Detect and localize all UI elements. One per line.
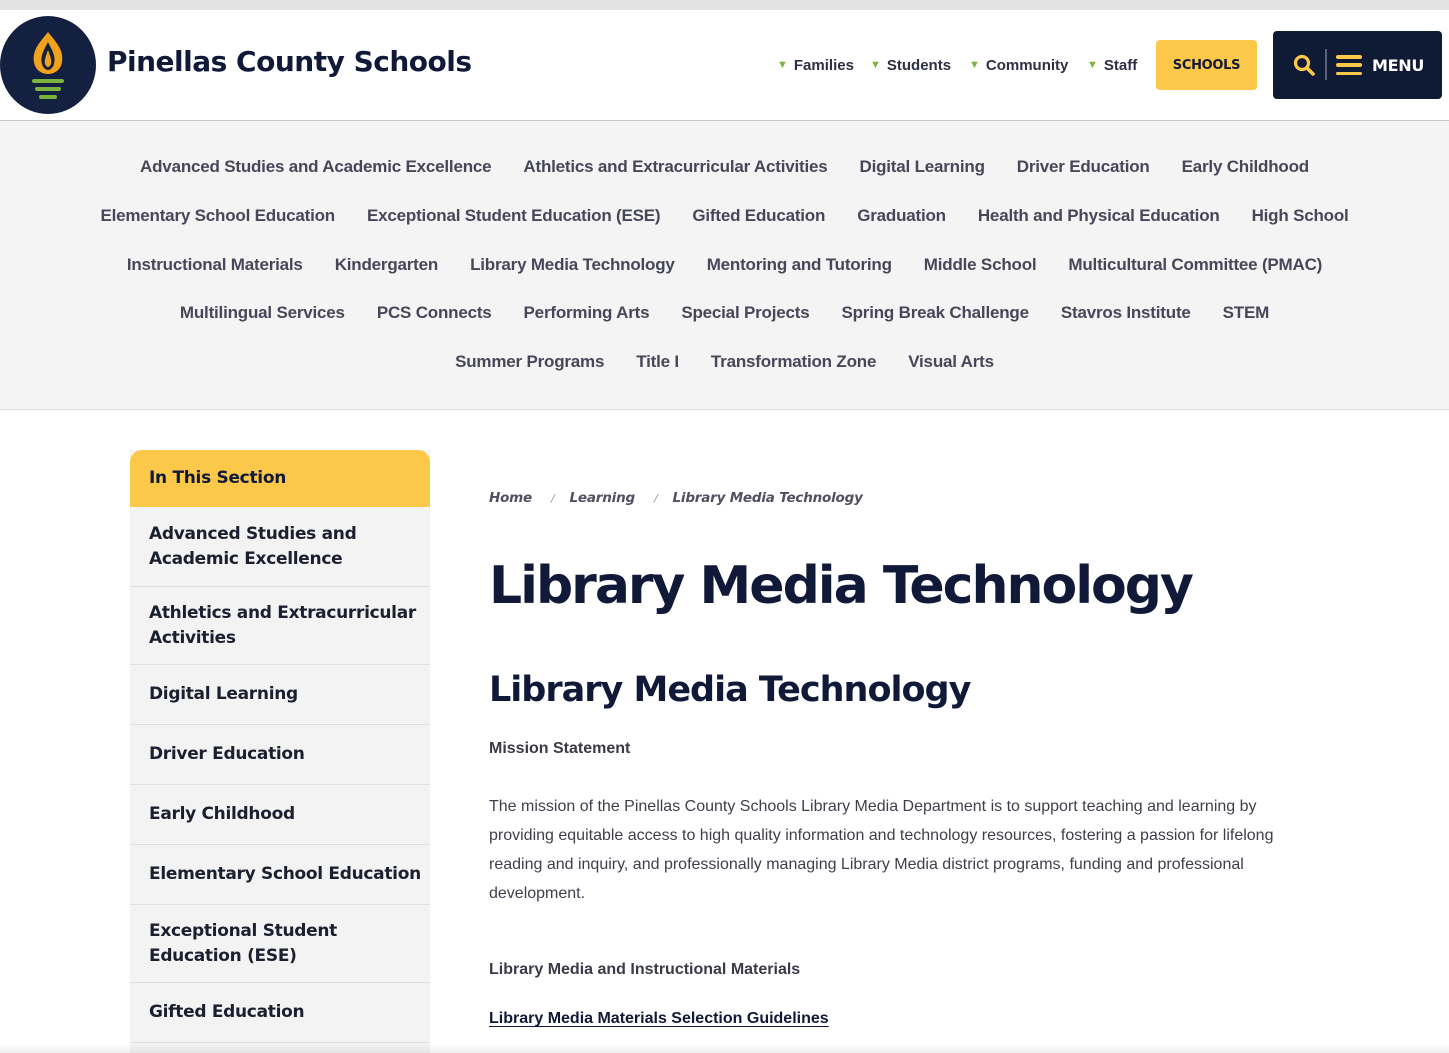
materials-label: Library Media and Instructional Materials [489,961,801,978]
sidebar-heading: In This Section [130,450,430,507]
subnav-link[interactable]: Library Media Technology [470,255,675,274]
subnav-link[interactable]: High School [1251,206,1349,225]
breadcrumb-learning[interactable]: Learning [569,490,635,506]
nav-students-label: Students [886,56,952,74]
menu-button[interactable] [1336,51,1424,79]
learning-subnav [0,121,1449,410]
search-icon[interactable] [1292,53,1316,77]
nav-community-label: Community [985,56,1069,74]
page-title: Library Media Technology [489,556,1192,616]
subnav-link[interactable]: Gifted Education [692,206,826,225]
subnav-link[interactable]: Multicultural Committee (PMAC) [1068,255,1323,274]
sidebar-item[interactable]: Advanced Studies and Academic Excellence [130,507,430,587]
breadcrumb-separator: / [653,491,658,505]
site-header [0,10,1449,121]
subnav-link[interactable]: STEM [1222,303,1270,322]
bottom-shade [0,1043,1449,1053]
subnav-row [0,255,1449,275]
subnav-link[interactable]: Spring Break Challenge [841,303,1029,322]
subnav-link[interactable]: Transformation Zone [710,352,877,371]
district-logo[interactable] [0,16,96,114]
menu-bar [1273,31,1442,99]
subnav-link[interactable]: Special Projects [681,303,810,322]
subnav-link[interactable]: Multilingual Services [179,303,345,322]
section-title: Library Media Technology [489,670,971,710]
mission-text: The mission of the Pinellas County Schools Library Media Department is to support teaching and learning by providing equitable access to high quality information and technology resources, fostering a passion for lifelong reading and inquiry, and professionally managing Library Media district programs, funding and professional development. [489,798,1274,902]
subnav-link[interactable]: Summer Programs [455,352,605,371]
selection-guidelines-link[interactable]: Library Media Materials Selection Guidelines [489,1010,829,1027]
subnav-link[interactable]: Digital Learning [859,157,985,176]
subnav-link[interactable]: Early Childhood [1181,157,1309,176]
sidebar-item[interactable]: Digital Learning [130,665,430,725]
menu-label: MENU [1372,55,1425,75]
hamburger-icon [1336,55,1362,75]
nav-families[interactable] [777,54,854,76]
sidebar-item[interactable]: Driver Education [130,725,430,785]
nav-families-label: Families [793,56,854,74]
subnav-link[interactable]: Performing Arts [523,303,650,322]
subnav-link[interactable]: Driver Education [1016,157,1150,176]
breadcrumb-separator: / [551,491,555,505]
torch-logo-icon [22,30,74,102]
breadcrumb [489,490,863,506]
breadcrumb-home[interactable]: Home [489,490,532,506]
top-strip [0,0,1449,10]
subnav-row [0,206,1449,226]
nav-staff[interactable] [1087,54,1137,76]
subnav-link[interactable]: Graduation [857,206,946,225]
chevron-down-icon: ▼ [777,59,788,71]
subnav-link[interactable]: Athletics and Extracurricular Activities [523,157,828,176]
subnav-link[interactable]: Instructional Materials [126,255,303,274]
nav-community[interactable] [969,54,1068,76]
subnav-link[interactable]: Elementary School Education [100,206,335,225]
nav-students[interactable] [870,54,951,76]
mission-label: Mission Statement [489,740,631,757]
sidebar-item[interactable]: Exceptional Student Education (ESE) [130,905,430,983]
subnav-row [0,303,1449,323]
chevron-down-icon: ▼ [870,59,881,71]
brand-name[interactable]: Pinellas County Schools [107,45,472,78]
subnav-link[interactable]: Kindergarten [334,255,439,274]
schools-button[interactable]: SCHOOLS [1156,40,1257,90]
section-sidebar [130,450,430,1053]
subnav-row [0,352,1449,372]
sidebar-item[interactable]: Early Childhood [130,785,430,845]
sidebar-item[interactable]: Elementary School Education [130,845,430,905]
subnav-link[interactable]: Stavros Institute [1060,303,1191,322]
subnav-link[interactable]: Middle School [923,255,1037,274]
subnav-link[interactable]: Mentoring and Tutoring [706,255,892,274]
sidebar-item[interactable]: Gifted Education [130,983,430,1043]
subnav-link[interactable]: Advanced Studies and Academic Excellence [140,157,492,176]
sidebar-item[interactable]: Athletics and Extracurricular Activities [130,587,430,665]
subnav-link[interactable]: Title I [636,352,679,371]
subnav-link[interactable]: Exceptional Student Education (ESE) [367,206,661,225]
nav-staff-label: Staff [1103,56,1138,74]
menu-divider [1325,49,1327,80]
subnav-link[interactable]: Health and Physical Education [977,206,1220,225]
chevron-down-icon: ▼ [1087,59,1098,71]
chevron-down-icon: ▼ [969,59,980,71]
breadcrumb-current: Library Media Technology [672,490,863,506]
subnav-link[interactable]: Visual Arts [908,352,994,371]
subnav-link[interactable]: PCS Connects [376,303,492,322]
subnav-row [0,157,1449,177]
